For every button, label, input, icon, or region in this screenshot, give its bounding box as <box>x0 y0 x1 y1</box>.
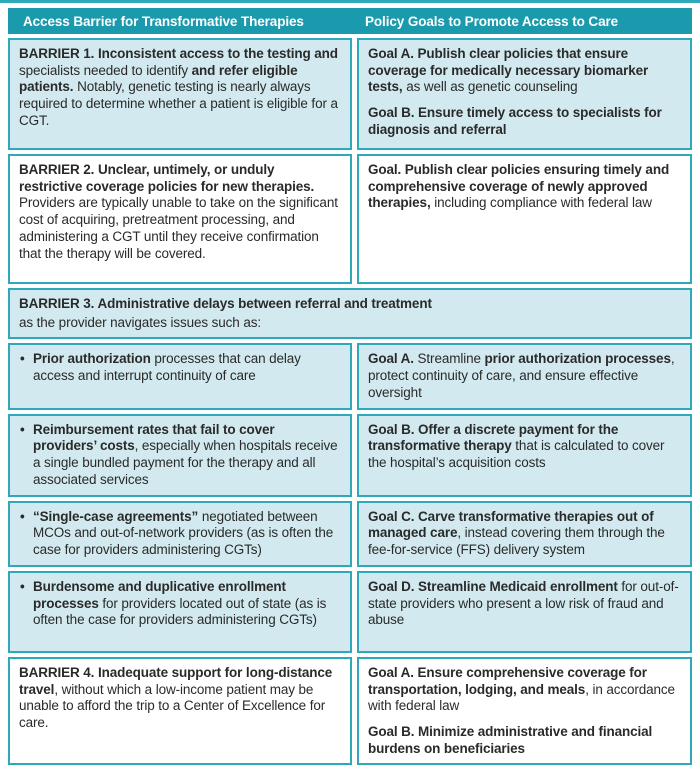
paragraph <box>368 422 681 472</box>
paragraph <box>19 665 341 732</box>
paragraph <box>368 665 681 715</box>
row-barrier-3c-barrier-cell <box>8 501 352 567</box>
text-segment: , especially when hospitals receive a single bundled payment for the therapy and all associated services <box>33 438 338 487</box>
text-segment: for providers located out of state (as is often the case for providers administering CGTs) <box>33 595 327 628</box>
row-barrier-3c-goal-cell <box>357 501 692 567</box>
text-segment: negotiated between MCOs and out-of-network providers (as is often the case for providers administering CGTs) <box>33 508 334 558</box>
bold-text-segment: BARRIER 1. Inconsistent access to the testing and <box>19 46 338 61</box>
text-segment: Streamline <box>417 351 485 367</box>
bullet-icon: • <box>20 578 25 594</box>
paragraph <box>19 315 681 332</box>
paragraph <box>368 351 681 401</box>
paragraph <box>19 296 681 313</box>
table-header-row <box>8 8 692 34</box>
bold-text-segment: BARRIER 4. Inadequate support for long-distance travel <box>19 664 333 697</box>
bullet-icon: • <box>20 351 25 367</box>
row-barrier-2-goal-cell <box>357 154 692 284</box>
text-segment: , instead covering them through the fee-for-service (FFS) delivery system <box>368 525 665 558</box>
bold-text-segment: Burdensome and duplicative enrollment processes <box>33 578 286 611</box>
text-segment: that is calculated to cover the hospital’s acquisition costs <box>368 438 665 471</box>
text-segment: including compliance with federal law <box>434 195 652 211</box>
table-grid <box>8 8 692 765</box>
bold-text-segment: BARRIER 2. Unclear, untimely, or unduly restrictive coverage policies for new therapies. <box>19 162 315 194</box>
bold-text-segment: and refer eligible patients. <box>19 62 298 95</box>
header-left-label: Access Barrier for Transformative Therapies <box>23 13 304 29</box>
paragraph <box>368 509 681 559</box>
text-segment: Providers are typically unable to take on the significant cost of acquiring, pretreatment processing, and administering a CGT until they receive confirmation that the therapy will be covered. <box>19 195 338 261</box>
bold-text-segment: prior authorization processes <box>484 351 671 367</box>
bullet-icon: • <box>20 421 25 437</box>
text-segment: processes that can delay access and interrupt continuity of care <box>33 351 301 384</box>
row-barrier-3a-barrier-cell <box>8 343 352 409</box>
bold-text-segment: Goal B. Minimize administrative and financial burdens on beneficiaries <box>368 724 653 756</box>
text-segment: , in accordance with federal law <box>368 681 675 714</box>
row-barrier-3a-goal-cell <box>357 343 692 409</box>
bold-text-segment: Goal A. <box>368 351 418 367</box>
text-segment: specialists needed to identify <box>19 62 192 78</box>
bold-text-segment: BARRIER 3. Administrative delays between referral and treatment <box>19 296 432 311</box>
row-barrier-3-header-cell <box>8 288 692 339</box>
bold-text-segment: Goal C. Carve transformative therapies out of managed care <box>368 508 654 541</box>
row-barrier-2-barrier-cell <box>8 154 352 284</box>
bold-text-segment: Goal A. Publish clear policies that ensure coverage for medically necessary biomarker tests, <box>368 46 649 95</box>
row-barrier-3b-goal-cell <box>357 414 692 497</box>
row-barrier-3d-barrier-cell <box>8 571 352 653</box>
text-segment: for out-of-state providers who present a low risk of fraud and abuse <box>368 578 679 628</box>
bullet-list-item <box>19 579 341 629</box>
row-barrier-1-goal-cell <box>357 38 692 150</box>
bullet-icon: • <box>20 508 25 524</box>
top-divider-rule <box>0 0 700 3</box>
paragraph <box>19 46 341 130</box>
bold-text-segment: Goal. Publish clear policies ensuring timely and comprehensive coverage of newly approved therapies, <box>368 162 670 211</box>
paragraph <box>368 162 681 212</box>
bold-text-segment: Goal B. Offer a discrete payment for the transformative therapy <box>368 421 619 454</box>
text-segment: as the provider navigates issues such as: <box>19 314 261 330</box>
bullet-list-item <box>19 509 341 559</box>
bullet-list-item <box>19 351 341 384</box>
paragraph <box>368 46 681 96</box>
paragraph <box>368 579 681 629</box>
bold-text-segment: Goal B. Ensure timely access to specialists for diagnosis and referral <box>368 105 662 137</box>
header-right-label: Policy Goals to Promote Access to Care <box>365 13 619 29</box>
bold-text-segment: Goal A. Ensure comprehensive coverage for transportation, lodging, and meals <box>368 664 647 697</box>
row-barrier-3b-barrier-cell <box>8 414 352 497</box>
paragraph <box>368 105 681 138</box>
row-barrier-1-barrier-cell <box>8 38 352 150</box>
bold-text-segment: Goal D. Streamline Medicaid enrollment <box>368 578 622 594</box>
row-barrier-4-goal-cell <box>357 657 692 765</box>
row-barrier-3d-goal-cell <box>357 571 692 653</box>
paragraph <box>19 162 341 262</box>
bullet-list-item <box>19 422 341 489</box>
bold-text-segment: Reimbursement rates that fail to cover providers’ costs <box>33 421 275 454</box>
text-segment: , without which a low-income patient may be unable to afford the trip to a Center of Excellence for care. <box>19 681 326 731</box>
row-barrier-4-barrier-cell <box>8 657 352 765</box>
text-segment: , protect continuity of care, and ensure effective oversight <box>368 351 675 400</box>
text-segment: as well as genetic counseling <box>406 79 578 95</box>
bold-text-segment: Prior authorization <box>33 351 155 367</box>
bold-text-segment: “Single-case agreements” <box>33 508 202 524</box>
text-segment: Notably, genetic testing is nearly always required to determine whether a patient is eligible for a CGT. <box>19 79 338 128</box>
paragraph <box>368 724 681 757</box>
